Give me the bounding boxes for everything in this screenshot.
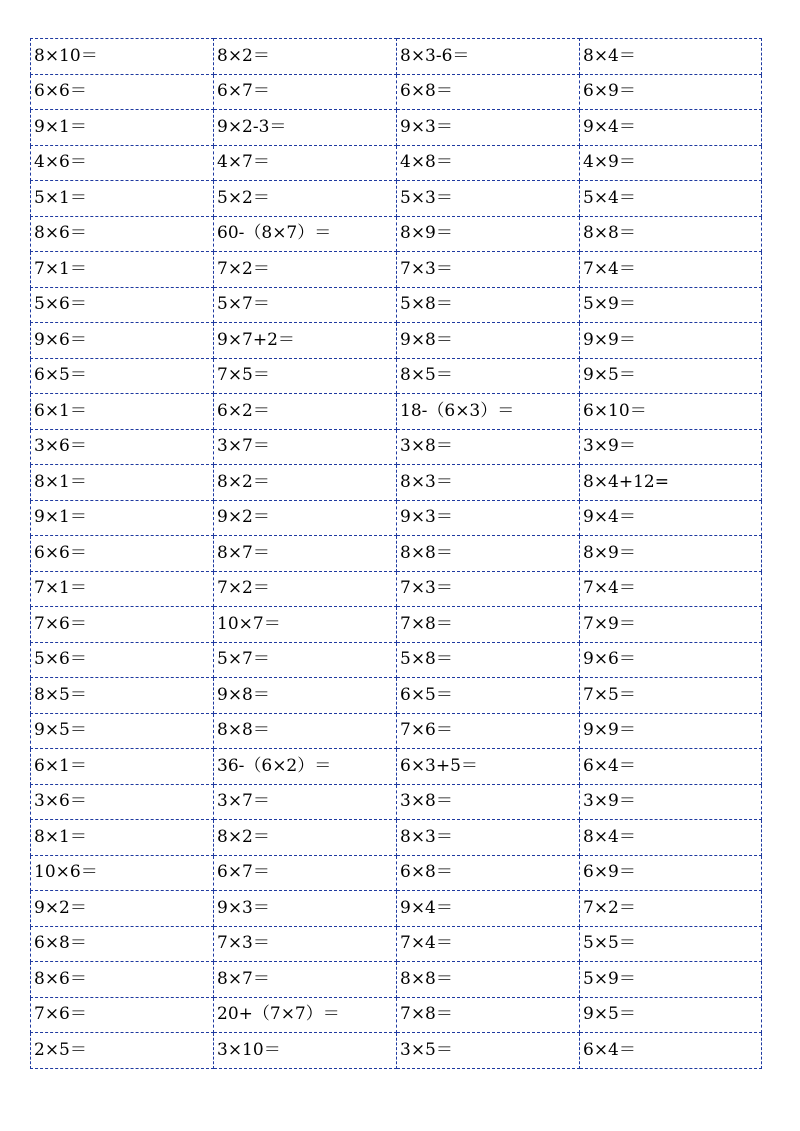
problem-cell: 7×8＝ — [397, 997, 580, 1033]
problem-row — [31, 74, 762, 110]
problem-cell: 7×5＝ — [214, 358, 397, 394]
problem-row — [31, 749, 762, 785]
worksheet — [30, 38, 761, 1098]
problem-row — [31, 607, 762, 643]
problem-cell: 6×1＝ — [31, 749, 214, 785]
problem-row — [31, 642, 762, 678]
problem-cell: 10×7＝ — [214, 607, 397, 643]
problem-row — [31, 536, 762, 572]
problem-cell: 9×8＝ — [397, 323, 580, 359]
problem-row — [31, 713, 762, 749]
problem-cell: 6×7＝ — [214, 74, 397, 110]
problem-cell: 5×7＝ — [214, 642, 397, 678]
problem-cell: 5×9＝ — [580, 287, 762, 323]
problem-row — [31, 287, 762, 323]
problem-row — [31, 891, 762, 927]
problem-cell: 7×3＝ — [397, 571, 580, 607]
problem-grid — [30, 38, 762, 1069]
problem-cell: 7×1＝ — [31, 252, 214, 288]
problem-cell: 9×3＝ — [397, 110, 580, 146]
problem-cell: 8×5＝ — [31, 678, 214, 714]
problem-row — [31, 39, 762, 75]
problem-cell: 6×4＝ — [580, 1033, 762, 1069]
problem-row — [31, 855, 762, 891]
problem-cell: 6×6＝ — [31, 74, 214, 110]
problem-cell: 5×2＝ — [214, 181, 397, 217]
problem-cell: 3×6＝ — [31, 784, 214, 820]
problem-row — [31, 820, 762, 856]
problem-cell: 5×9＝ — [580, 962, 762, 998]
problem-cell: 6×5＝ — [397, 678, 580, 714]
problem-cell: 8×8＝ — [397, 536, 580, 572]
problem-row — [31, 216, 762, 252]
problem-cell: 3×7＝ — [214, 784, 397, 820]
problem-cell: 8×3-6＝ — [397, 39, 580, 75]
problem-cell: 9×4＝ — [397, 891, 580, 927]
problem-row — [31, 323, 762, 359]
problem-cell: 7×2＝ — [214, 252, 397, 288]
problem-cell: 9×1＝ — [31, 500, 214, 536]
problem-cell: 6×8＝ — [397, 855, 580, 891]
problem-row — [31, 678, 762, 714]
problem-cell: 8×8＝ — [214, 713, 397, 749]
problem-cell: 9×1＝ — [31, 110, 214, 146]
problem-cell: 6×8＝ — [397, 74, 580, 110]
problem-cell: 3×10＝ — [214, 1033, 397, 1069]
problem-cell: 8×1＝ — [31, 465, 214, 501]
problem-cell: 7×1＝ — [31, 571, 214, 607]
problem-cell: 36-（6×2）＝ — [214, 749, 397, 785]
problem-cell: 9×4＝ — [580, 500, 762, 536]
problem-cell: 3×8＝ — [397, 429, 580, 465]
problem-cell: 9×6＝ — [31, 323, 214, 359]
problem-cell: 8×9＝ — [397, 216, 580, 252]
problem-cell: 4×7＝ — [214, 145, 397, 181]
problem-cell: 3×6＝ — [31, 429, 214, 465]
problem-cell: 9×4＝ — [580, 110, 762, 146]
problem-row — [31, 429, 762, 465]
problem-cell: 8×7＝ — [214, 536, 397, 572]
problem-cell: 5×6＝ — [31, 642, 214, 678]
problem-cell: 3×7＝ — [214, 429, 397, 465]
problem-cell: 7×6＝ — [31, 997, 214, 1033]
problem-cell: 8×4＝ — [580, 39, 762, 75]
problem-cell: 4×6＝ — [31, 145, 214, 181]
problem-cell: 8×1＝ — [31, 820, 214, 856]
problem-row — [31, 465, 762, 501]
problem-cell: 5×6＝ — [31, 287, 214, 323]
problem-cell: 6×8＝ — [31, 926, 214, 962]
problem-cell: 8×2＝ — [214, 820, 397, 856]
problem-cell: 6×6＝ — [31, 536, 214, 572]
problem-row — [31, 997, 762, 1033]
problem-cell: 5×1＝ — [31, 181, 214, 217]
problem-cell: 6×9＝ — [580, 74, 762, 110]
problem-cell: 6×3+5＝ — [397, 749, 580, 785]
problem-cell: 9×2＝ — [31, 891, 214, 927]
problem-cell: 8×2＝ — [214, 465, 397, 501]
problem-row — [31, 394, 762, 430]
problem-cell: 5×8＝ — [397, 287, 580, 323]
problem-cell: 5×5＝ — [580, 926, 762, 962]
problem-cell: 7×2＝ — [580, 891, 762, 927]
problem-cell: 9×3＝ — [214, 891, 397, 927]
problem-row — [31, 145, 762, 181]
problem-cell: 9×2-3＝ — [214, 110, 397, 146]
problem-cell: 7×9＝ — [580, 607, 762, 643]
problem-cell: 8×6＝ — [31, 216, 214, 252]
problem-cell: 8×7＝ — [214, 962, 397, 998]
problem-row — [31, 962, 762, 998]
problem-cell: 2×5＝ — [31, 1033, 214, 1069]
problem-cell: 4×8＝ — [397, 145, 580, 181]
problem-cell: 20+（7×7）＝ — [214, 997, 397, 1033]
problem-cell: 9×8＝ — [214, 678, 397, 714]
problem-cell: 7×8＝ — [397, 607, 580, 643]
problem-cell: 7×6＝ — [31, 607, 214, 643]
problem-cell: 7×3＝ — [214, 926, 397, 962]
problem-cell: 7×4＝ — [397, 926, 580, 962]
problem-row — [31, 252, 762, 288]
problem-cell: 6×4＝ — [580, 749, 762, 785]
problem-row — [31, 1033, 762, 1069]
problem-cell: 8×10＝ — [31, 39, 214, 75]
problem-cell: 7×2＝ — [214, 571, 397, 607]
problem-cell: 18-（6×3）＝ — [397, 394, 580, 430]
problem-cell: 7×3＝ — [397, 252, 580, 288]
problem-row — [31, 571, 762, 607]
problem-cell: 6×7＝ — [214, 855, 397, 891]
problem-cell: 7×4＝ — [580, 252, 762, 288]
problem-cell: 9×5＝ — [580, 358, 762, 394]
problem-cell: 7×6＝ — [397, 713, 580, 749]
problem-cell: 5×3＝ — [397, 181, 580, 217]
problem-cell: 4×9＝ — [580, 145, 762, 181]
problem-cell: 9×5＝ — [31, 713, 214, 749]
problem-cell: 9×5＝ — [580, 997, 762, 1033]
problem-row — [31, 784, 762, 820]
problem-cell: 9×3＝ — [397, 500, 580, 536]
problem-cell: 5×4＝ — [580, 181, 762, 217]
problem-cell: 8×6＝ — [31, 962, 214, 998]
problem-cell: 7×4＝ — [580, 571, 762, 607]
problem-row — [31, 110, 762, 146]
problem-cell: 6×1＝ — [31, 394, 214, 430]
problem-cell: 5×7＝ — [214, 287, 397, 323]
problem-row — [31, 358, 762, 394]
problem-cell: 8×2＝ — [214, 39, 397, 75]
problem-cell: 6×5＝ — [31, 358, 214, 394]
problem-grid-body — [31, 39, 762, 1069]
problem-cell: 8×4＝ — [580, 820, 762, 856]
problem-cell: 5×8＝ — [397, 642, 580, 678]
problem-cell: 6×9＝ — [580, 855, 762, 891]
problem-cell: 8×8＝ — [397, 962, 580, 998]
problem-cell: 3×5＝ — [397, 1033, 580, 1069]
problem-cell: 9×6＝ — [580, 642, 762, 678]
problem-cell: 7×5＝ — [580, 678, 762, 714]
problem-cell: 10×6＝ — [31, 855, 214, 891]
problem-cell: 9×9＝ — [580, 323, 762, 359]
problem-cell: 60-（8×7）＝ — [214, 216, 397, 252]
problem-cell: 6×10＝ — [580, 394, 762, 430]
problem-cell: 9×9＝ — [580, 713, 762, 749]
problem-cell: 9×2＝ — [214, 500, 397, 536]
problem-cell: 8×8＝ — [580, 216, 762, 252]
problem-cell: 9×7+2＝ — [214, 323, 397, 359]
problem-cell: 8×5＝ — [397, 358, 580, 394]
problem-cell: 8×4+12= — [580, 465, 762, 501]
problem-row — [31, 926, 762, 962]
problem-row — [31, 181, 762, 217]
problem-cell: 8×3＝ — [397, 465, 580, 501]
problem-cell: 8×9＝ — [580, 536, 762, 572]
problem-row — [31, 500, 762, 536]
problem-cell: 8×3＝ — [397, 820, 580, 856]
problem-cell: 6×2＝ — [214, 394, 397, 430]
problem-cell: 3×9＝ — [580, 784, 762, 820]
problem-cell: 3×8＝ — [397, 784, 580, 820]
problem-cell: 3×9＝ — [580, 429, 762, 465]
